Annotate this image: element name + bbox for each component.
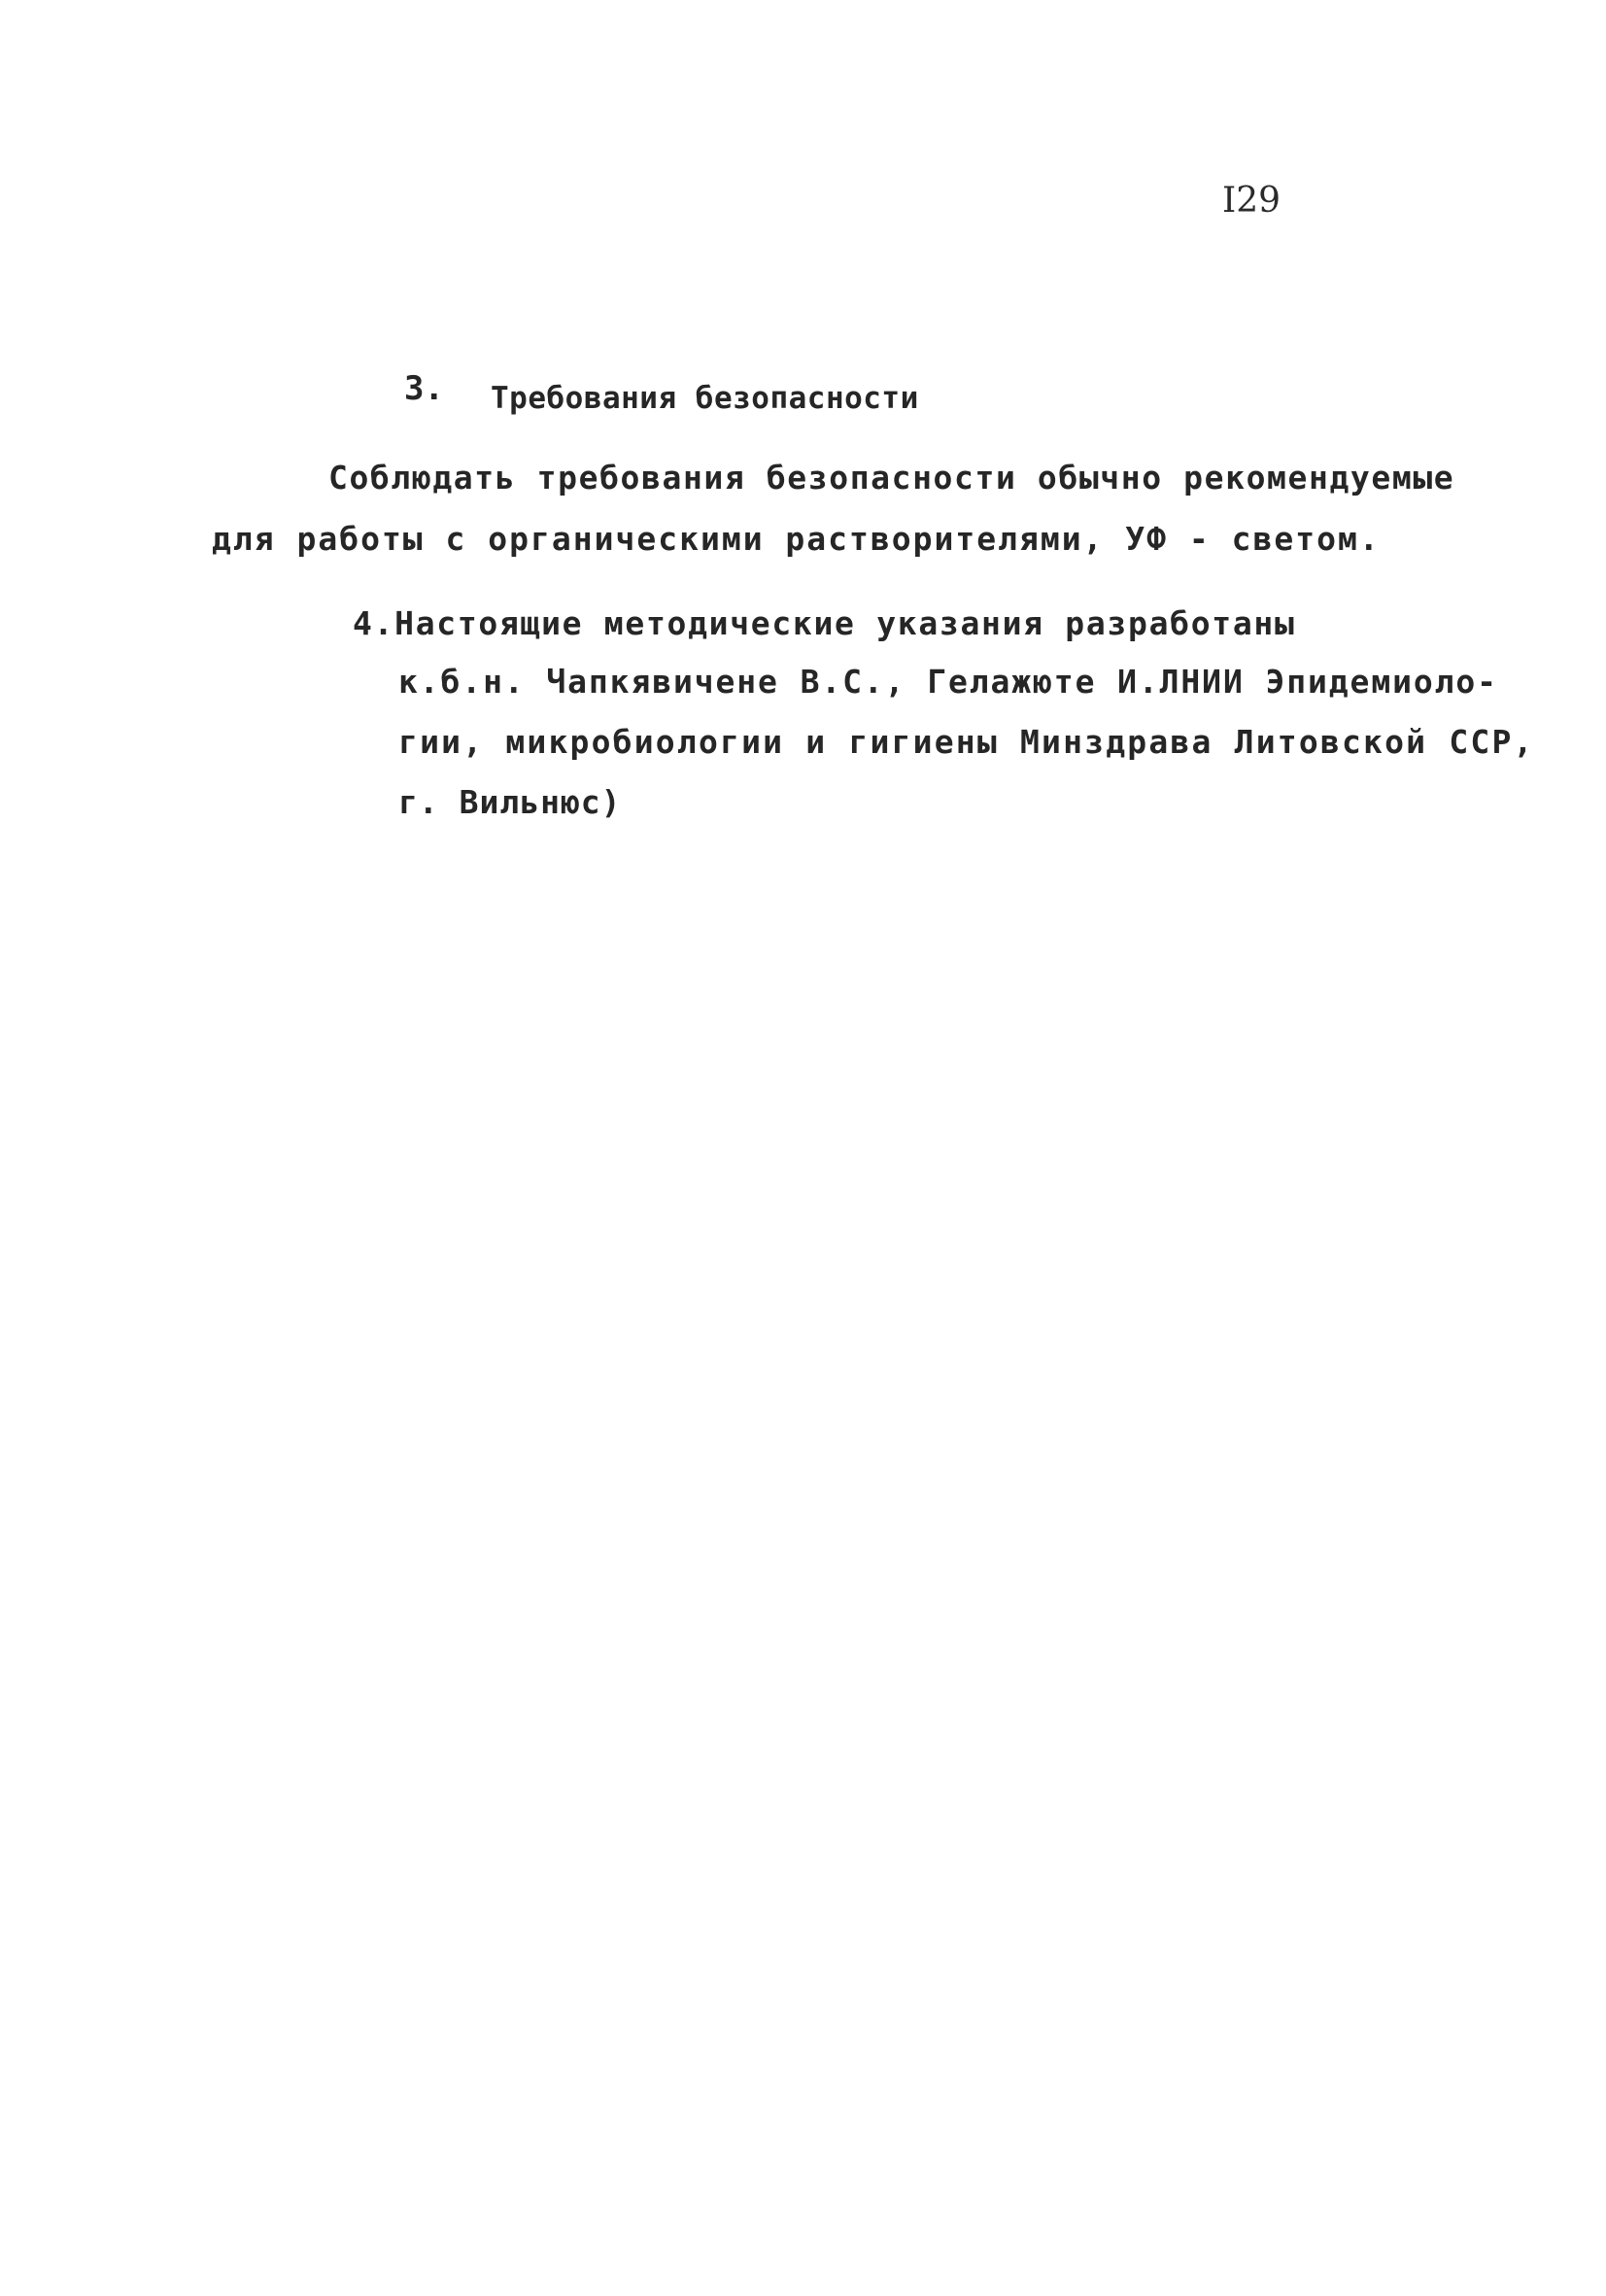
section-3-number: 3. xyxy=(404,369,444,408)
section-4-text-line-4: г. Вильнюс) xyxy=(398,783,622,821)
section-3-heading: Требования безопасности xyxy=(491,381,919,416)
section-4-text-line-1: 4.Настоящие методические указания разработаны xyxy=(353,604,1296,642)
section-3-text-line-2: для работы с органическими растворителями, УФ - светом. xyxy=(212,520,1381,558)
section-4-text-line-2: к.б.н. Чапкявичене В.С., Гелажюте И.ЛНИИ Эпидемиоло- xyxy=(398,663,1498,701)
page-number: I29 xyxy=(1222,181,1281,221)
section-3-text-line-1: Соблюдать требования безопасности обычно рекомендуемые xyxy=(328,459,1455,497)
section-4-text-line-3: гии, микробиологии и гигиены Минздрава Литовской ССР, xyxy=(398,723,1535,761)
